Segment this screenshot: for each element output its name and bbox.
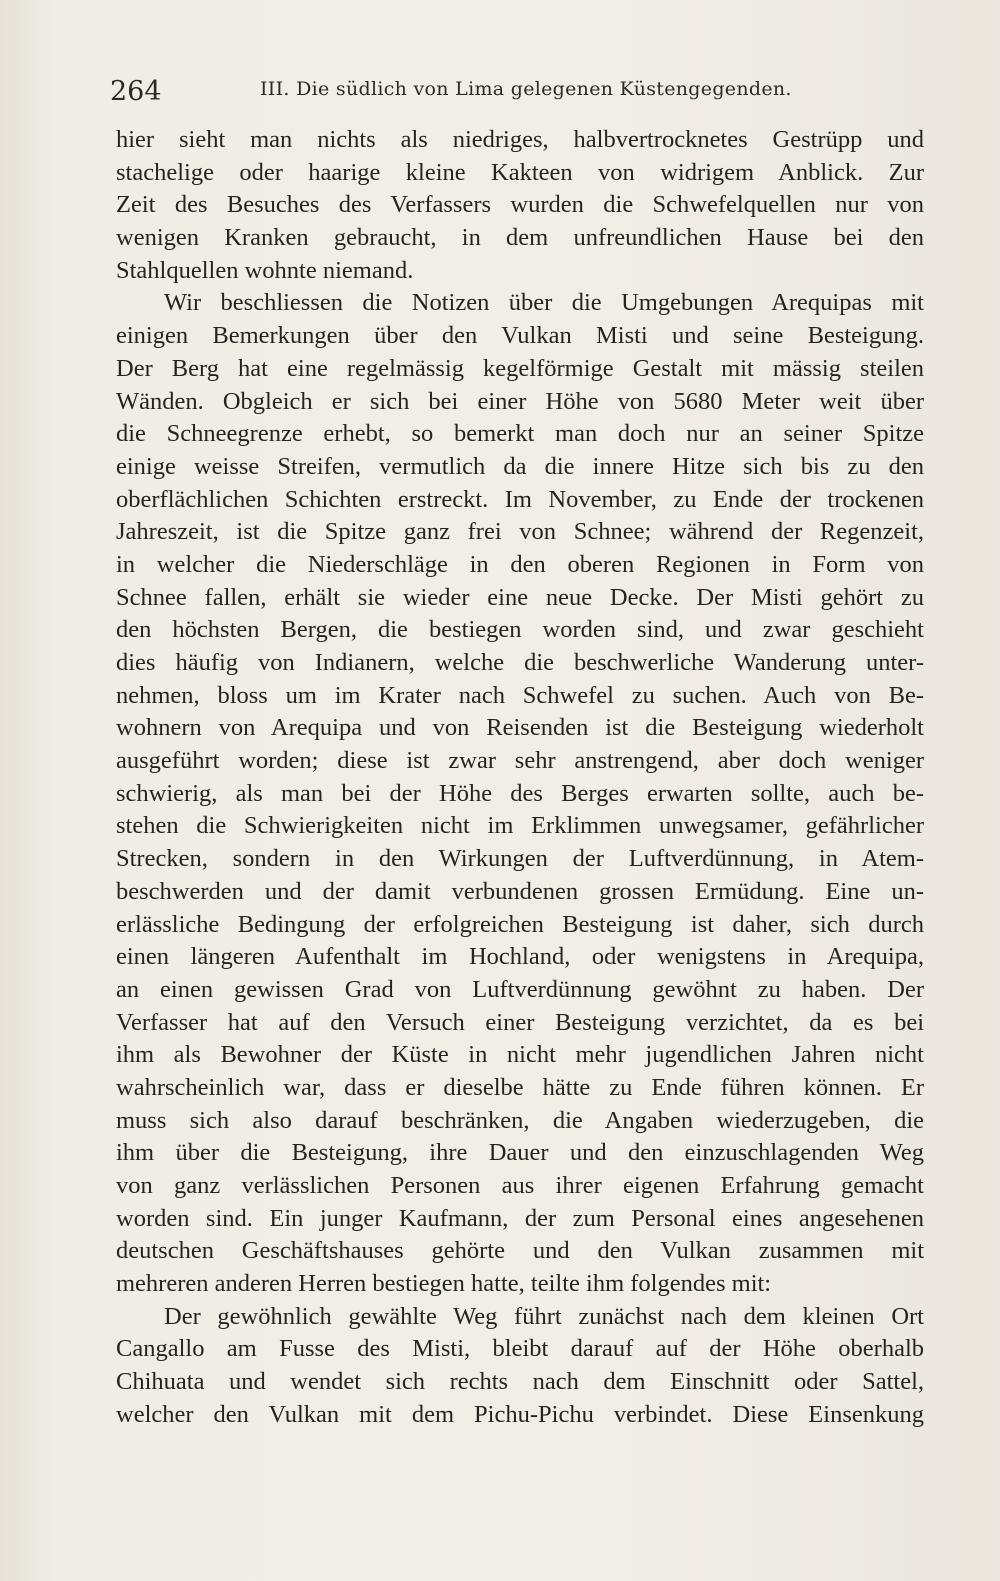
text-line: einen längeren Aufenthalt im Hochland, oder wenigstens in Arequipa, xyxy=(116,943,924,971)
text-line: Der gewöhnlich gewählte Weg führt zunächst nach dem kleinen Ort xyxy=(164,1302,924,1330)
text-line: Stahlquellen wohnte niemand. xyxy=(116,256,414,284)
text-line: wohnern von Arequipa und von Reisenden ist die Besteigung wiederholt xyxy=(116,714,924,742)
text-line: stachelige oder haarige kleine Kakteen von widrigem Anblick. Zur xyxy=(116,158,924,186)
text-line: Der Berg hat eine regelmässig kegelförmige Gestalt mit mässig steilen xyxy=(116,354,924,382)
text-line: in welcher die Niederschläge in den oberen Regionen in Form von xyxy=(116,550,924,578)
page-number: 264 xyxy=(110,76,162,107)
text-line: Wänden. Obgleich er sich bei einer Höhe von 5680 Meter weit über xyxy=(116,387,924,415)
body-text xyxy=(116,124,924,1432)
text-line: hier sieht man nichts als niedriges, halbvertrocknetes Gestrüpp und xyxy=(116,126,924,153)
text-line: erlässliche Bedingung der erfolgreichen Besteigung ist daher, sich durch xyxy=(116,910,924,938)
text-line: Verfasser hat auf den Versuch einer Besteigung verzichtet, da es bei xyxy=(116,1008,924,1036)
text-line: wenigen Kranken gebraucht, in dem unfreundlichen Hause bei den xyxy=(116,224,924,252)
text-line: einige weisse Streifen, vermutlich da die innere Hitze sich bis zu den xyxy=(116,452,924,480)
running-head: III. Die südlich von Lima gelegenen Küstengegenden. xyxy=(260,78,792,100)
text-line: die Schneegrenze erhebt, so bemerkt man doch nur an seiner Spitze xyxy=(116,420,924,448)
text-line: wahrscheinlich war, dass er dieselbe hätte zu Ende führen können. Er xyxy=(116,1073,924,1101)
page-header xyxy=(110,68,930,108)
text-line: Chihuata und wendet sich rechts nach dem Einschnitt oder Sattel, xyxy=(116,1368,924,1396)
text-line: welcher den Vulkan mit dem Pichu-Pichu verbindet. Diese Einsenkung xyxy=(116,1400,924,1428)
text-line: von ganz verlässlichen Personen aus ihrer eigenen Erfahrung gemacht xyxy=(116,1172,924,1199)
text-line: Jahreszeit, ist die Spitze ganz frei von Schnee; während der Regenzeit, xyxy=(116,518,924,546)
text-line: einigen Bemerkungen über den Vulkan Misti und seine Besteigung. xyxy=(116,322,924,350)
text-line: nehmen, bloss um im Krater nach Schwefel zu suchen. Auch von Be- xyxy=(116,681,924,709)
text-line: muss sich also darauf beschränken, die Angaben wiederzugeben, die xyxy=(116,1106,924,1134)
text-line: stehen die Schwierigkeiten nicht im Erklimmen unwegsamer, gefährlicher xyxy=(116,812,924,840)
text-line: mehreren anderen Herren bestiegen hatte, teilte ihm folgendes mit: xyxy=(116,1270,772,1298)
text-line: an einen gewissen Grad von Luftverdünnung gewöhnt zu haben. Der xyxy=(116,975,924,1003)
text-line: Zeit des Besuches des Verfassers wurden die Schwefelquellen nur von xyxy=(116,191,924,219)
text-line: dies häufig von Indianern, welche die beschwerliche Wanderung unter- xyxy=(116,649,924,676)
text-line: oberflächlichen Schichten erstreckt. Im November, zu Ende der trockenen xyxy=(116,485,924,513)
text-line: schwierig, als man bei der Höhe des Berges erwarten sollte, auch be- xyxy=(116,779,924,807)
text-line: ausgeführt worden; diese ist zwar sehr anstrengend, aber doch weniger xyxy=(116,747,924,775)
text-line: den höchsten Bergen, die bestiegen worden sind, und zwar geschieht xyxy=(116,616,924,644)
text-line: worden sind. Ein junger Kaufmann, der zum Personal eines angesehenen xyxy=(116,1204,924,1232)
text-line: ihm als Bewohner der Küste in nicht mehr jugendlichen Jahren nicht xyxy=(116,1041,924,1069)
text-line: Wir beschliessen die Notizen über die Umgebungen Arequipas mit xyxy=(164,289,924,317)
text-line: deutschen Geschäftshauses gehörte und den Vulkan zusammen mit xyxy=(116,1237,924,1265)
text-line: Strecken, sondern in den Wirkungen der Luftverdünnung, in Atem- xyxy=(116,845,924,873)
text-line: Schnee fallen, erhält sie wieder eine neue Decke. Der Misti gehört zu xyxy=(116,583,924,611)
text-line: Cangallo am Fusse des Misti, bleibt darauf auf der Höhe oberhalb xyxy=(116,1335,924,1363)
text-line: beschwerden und der damit verbundenen grossen Ermüdung. Eine un- xyxy=(116,877,924,905)
text-line: ihm über die Besteigung, ihre Dauer und den einzuschlagenden Weg xyxy=(116,1139,924,1167)
